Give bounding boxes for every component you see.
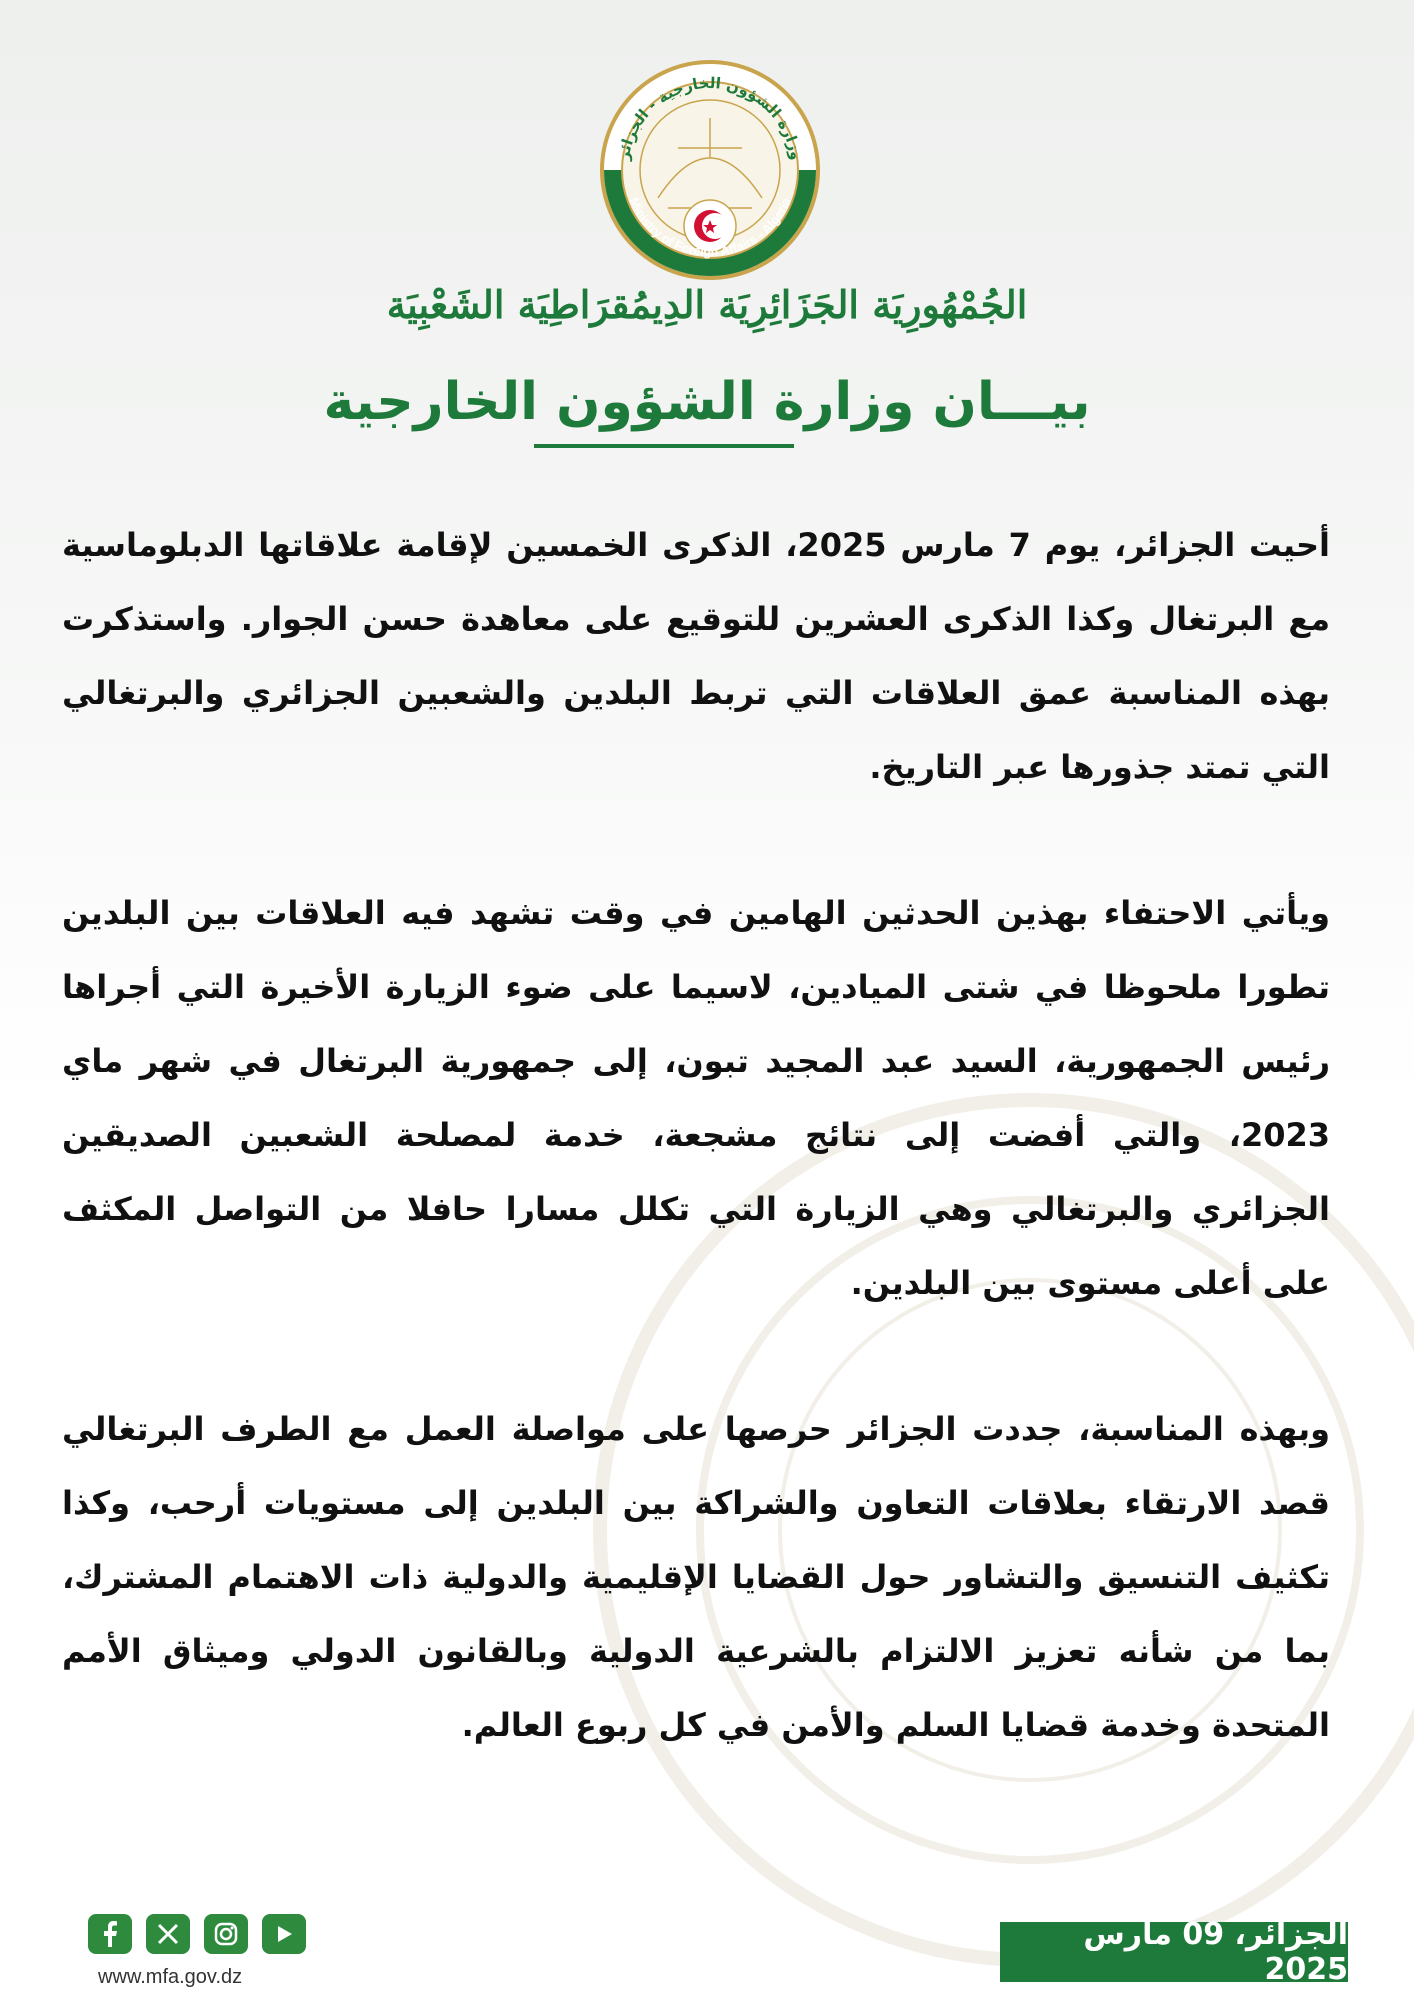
republic-name: الجُمْهُورِيَة الجَزَائِرِيَة الدِيمُقرَاطِيَة الشَعْبِيَة xyxy=(386,282,1028,327)
ministry-seal xyxy=(598,58,822,282)
page-title: بيـــان وزارة الشؤون الخارجية xyxy=(323,372,1091,432)
x-icon[interactable] xyxy=(146,1914,190,1954)
youtube-icon[interactable] xyxy=(262,1914,306,1954)
website-link[interactable]: www.mfa.gov.dz xyxy=(98,1966,243,1988)
seal-text-en: Ministry of Foreign Affairs - Algeria xyxy=(626,195,794,260)
paragraph-2: ويأتي الاحتفاء بهذين الحدثين الهامين في وقت تشهد فيه العلاقات بين البلدين تطورا ملحوظا في شتى الميادين، لاسيما على ضوء الزيارة الأخيرة التي أجراها رئيس الجمهورية، السيد عبد المجيد تبون، إلى جمهورية البرتغال في شهر ماي 2023، والتي أفضت إلى نتائج مشجعة، خدمة لمصلحة الشعبين الصديقين الجزائري والبرتغالي وهي الزيارة التي تكلل مسارا حافلا من التواصل المكثف على أعلى مستوى بين البلدين. xyxy=(62,894,1330,1302)
paragraph-1: أحيت الجزائر، يوم 7 مارس 2025، الذكرى الخمسين لإقامة علاقاتها الدبلوماسية مع البرتغال وكذا الذكرى العشرين للتوقيع على معاهدة حسن الجوار. واستذكرت بهذه المناسبة عمق العلاقات التي تربط البلدين والشعبين الجزائري والبرتغالي التي تمتد جذورها عبر التاريخ. xyxy=(62,526,1331,786)
social-links xyxy=(88,1914,306,1954)
title-underline xyxy=(534,444,794,448)
seal-text-ar: وزارة الشؤون الخارجية - الجزائر xyxy=(614,73,806,162)
facebook-icon[interactable] xyxy=(88,1914,132,1954)
instagram-icon[interactable] xyxy=(204,1914,248,1954)
statement-date: الجزائر، 09 مارس 2025 xyxy=(1000,1922,1348,1982)
paragraph-3: وبهذه المناسبة، جددت الجزائر حرصها على مواصلة العمل مع الطرف البرتغالي قصد الارتقاء بعلاقات التعاون والشراكة بين البلدين إلى مستويات أرحب، وكذا تكثيف التنسيق والتشاور حول القضايا الإقليمية والدولية ذات الاهتمام المشترك، بما من شأنه تعزيز الالتزام بالشرعية الدولية وبالقانون الدولي وميثاق الأمم المتحدة وخدمة قضايا السلم والأمن في كل ربوع العالم. xyxy=(62,1410,1330,1744)
statement-body xyxy=(62,508,1330,1834)
